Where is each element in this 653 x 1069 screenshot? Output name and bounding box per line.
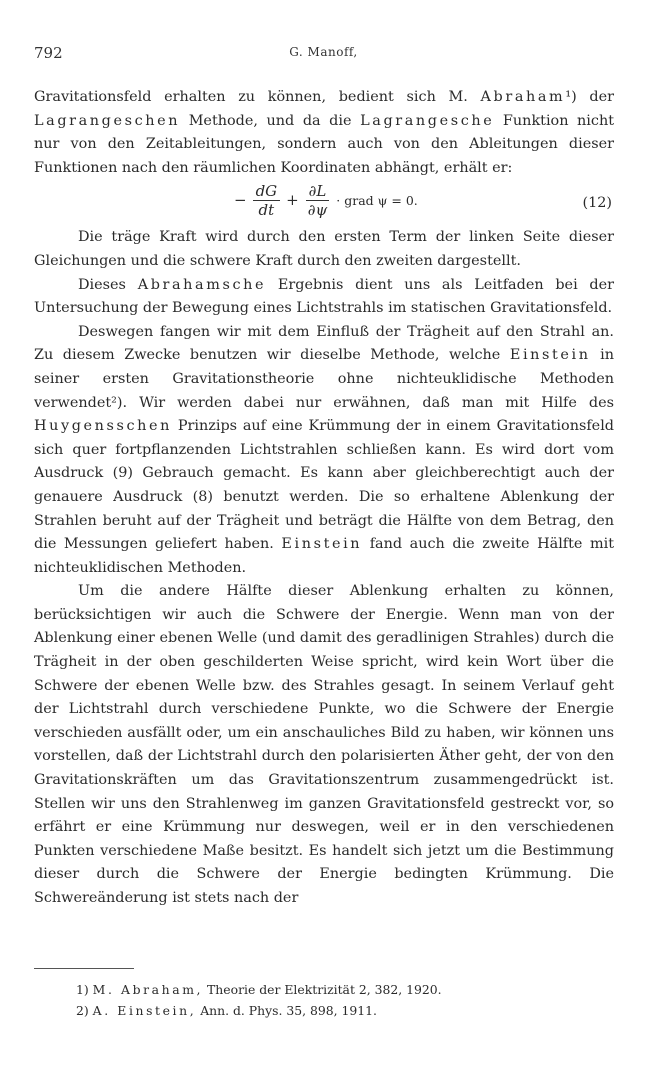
footnote-author: A. Einstein, (92, 1003, 197, 1018)
text-span: in seiner ersten Gravitationstheorie ohne nichteuklidische Methoden verwendet²). Wir werden dabei nur erwähnen, daß man mit Hilfe des (34, 347, 614, 411)
fraction-numerator: ∂L (306, 182, 330, 201)
fraction-denominator: ∂ψ (307, 201, 328, 220)
name-spaced: Huygensschen (34, 418, 173, 435)
footnote-1 (76, 979, 616, 1000)
text-span: fand auch die zweite Hälfte mit nichteuklidischen Methoden. (34, 536, 614, 576)
eq-minus: − (234, 191, 247, 210)
name-spaced: Lagrangesche (360, 112, 495, 129)
footnote-text: Theorie der Elektrizität 2, 382, 1920. (207, 982, 442, 997)
name-spaced: Abrahamsche (137, 276, 267, 293)
text-span: Prinzips auf eine Krümmung der in einem Gravitationsfeld sich quer fortpflanzenden Lichtstrahlen schließen kann. Es wird dort vom Ausdruck (9) Gebrauch gemacht. Es kann aber gleichberechtigt auch der genauere Ausdruck (8) benutzt werden. Die so erhaltene Ablenkung der Strahlen beruht auf der Trägheit und beträgt die Hälfte von dem Betrag, den die Messungen geliefert haben. (34, 418, 615, 553)
paragraph-4 (34, 321, 614, 581)
text-span: Gravitationsfeld erhalten zu können, bedient sich M. (34, 89, 468, 105)
fraction-dL-dpsi (305, 182, 331, 219)
name-spaced: Einstein (509, 347, 591, 364)
eq-rest: · grad ψ = 0. (336, 193, 418, 209)
equation-12 (34, 180, 614, 226)
text-span: Funktion nicht nur von den Zeitableitungen, sondern auch von den Ableitungen dieser Funktionen nach den räumlichen Koordinaten abhängt, erhält er: (34, 112, 615, 176)
fraction-numerator: dG (253, 182, 281, 201)
fraction-dG-dt (253, 182, 281, 219)
footnote-text: Ann. d. Phys. 35, 898, 1911. (200, 1003, 377, 1018)
running-head: G. Manoff, (289, 45, 358, 59)
footnote-2 (76, 1000, 616, 1021)
page-header (34, 44, 613, 68)
footnote-ref: ¹) der (565, 89, 614, 105)
eq-plus: + (286, 191, 299, 210)
text-span: Ergebnis dient uns als Leitfaden bei der Untersuchung der Bewegung eines Lichtstrahls im statischen Gravitationsfeld. (34, 276, 615, 317)
text-span: Dieses (78, 276, 126, 293)
name-spaced: Lagrangeschen (34, 112, 181, 129)
main-text (34, 86, 614, 911)
fraction-denominator: dt (258, 201, 275, 220)
footnote-author: M. Abraham, (92, 982, 204, 997)
equation-body (234, 182, 418, 219)
equation-number: (12) (582, 195, 612, 212)
footnotes (76, 979, 616, 1021)
author-name-spaced: Abraham (480, 89, 566, 105)
footnote-mark: 2) (76, 1003, 89, 1018)
paragraph-2: Die träge Kraft wird durch den ersten Term der linken Seite dieser Gleichungen und die schwere Kraft durch den zweiten dargestellt. (34, 229, 614, 269)
paragraph-1 (34, 86, 614, 180)
footnote-mark: 1) (76, 982, 89, 997)
text-span: Methode, und da die (188, 112, 352, 129)
paragraph-3 (34, 274, 614, 321)
paragraph-5: Um die andere Hälfte dieser Ablenkung erhalten zu können, berücksichtigen wir auch die Schwere der Energie. Wenn man von der Ablenkung einer ebenen Welle (und damit des geradlinigen Strahles) durch die Trägheit in der oben geschilderten Weise spricht, wird kein Wort über die Schwere der ebenen Welle bzw. des Strahles gesagt. In seinem Verlauf geht der Lichtstrahl durch verschiedene Punkte, wo die Schwere der Energie verschieden ausfällt oder, um ein anschauliches Bild zu haben, wir können uns vorstellen, daß der Lichtstrahl durch den polarisierten Äther geht, der von den Gravitationskräften um das Gravitationszentrum zusammengedrückt ist. Stellen wir uns den Strahlenweg im ganzen Gravitationsfeld gestreckt vor, so erfährt er eine Krümmung nur deswegen, weil er in den verschiedenen Punkten verschiedene Maße besitzt. Es handelt sich jetzt um die Bestimmung dieser durch die Schwere der Energie bedingten Krümmung. Die Schwereänderung ist stets nach der (34, 583, 614, 906)
name-spaced: Einstein (281, 536, 363, 553)
footnote-rule (34, 968, 134, 969)
text-span: Deswegen fangen wir mit dem Einfluß der Trägheit auf den Strahl an. Zu diesem Zwecke benutzen wir dieselbe Methode, welche (34, 323, 614, 364)
page-number: 792 (34, 44, 63, 62)
